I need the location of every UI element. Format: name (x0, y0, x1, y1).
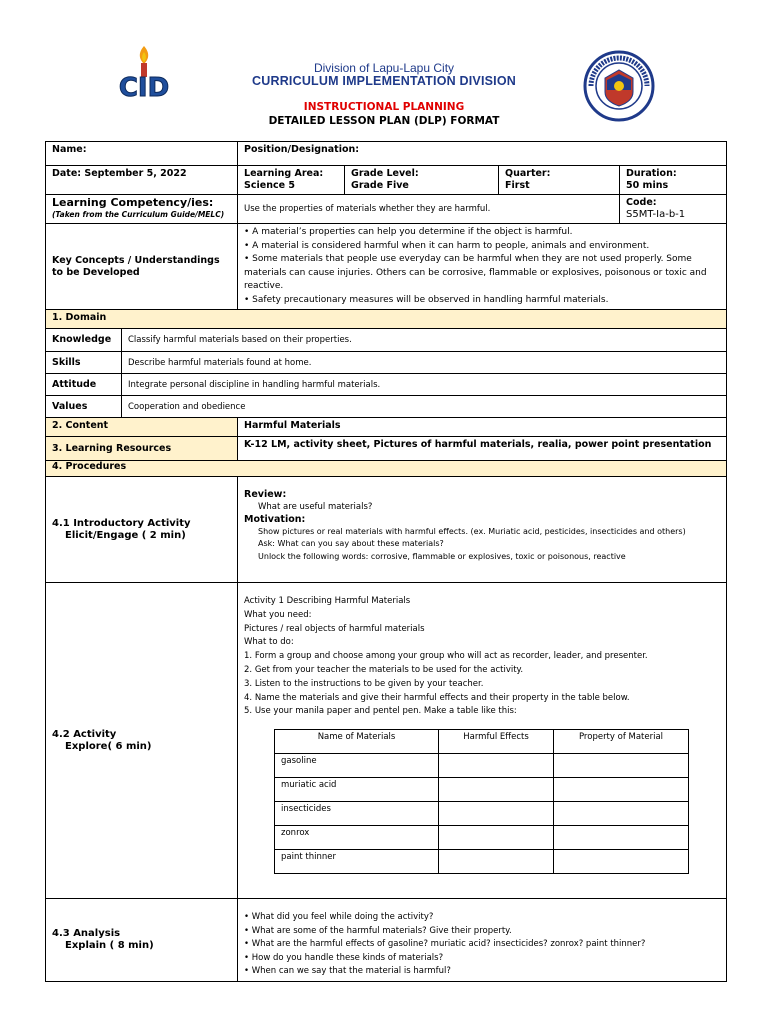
material-name: insecticides (275, 802, 439, 826)
competency-label-cell (46, 195, 238, 224)
code-cell (620, 195, 727, 224)
harmful-effects-cell[interactable] (439, 802, 554, 826)
property-cell[interactable] (554, 850, 689, 874)
key-concepts-row (46, 224, 727, 310)
harmful-effects-cell[interactable] (439, 850, 554, 874)
name-label: Name: (46, 142, 238, 166)
svg-text:CID: CID (118, 73, 170, 102)
cid-title: CURRICULUM IMPLEMENTATION DIVISION (252, 74, 516, 88)
table-row (275, 754, 689, 778)
explore-activity-row (46, 583, 727, 899)
analysis-question: • When can we say that the material is harmful? (244, 966, 451, 976)
material-name: paint thinner (275, 850, 439, 874)
date-row (46, 166, 727, 195)
dlp-format-title: DETAILED LESSON PLAN (DLP) FORMAT (268, 115, 500, 127)
material-name: zonrox (275, 826, 439, 850)
analysis-title: 4.3 Analysis (52, 928, 121, 939)
domain-header-row (46, 310, 727, 329)
materials-table (274, 729, 689, 874)
activity-content-cell (238, 583, 727, 899)
content-row (46, 418, 727, 437)
harmful-effects-cell[interactable] (439, 826, 554, 850)
domain-label: Attitude (46, 374, 122, 396)
review-question: What are useful materials? (258, 502, 373, 512)
lesson-plan-table (45, 141, 727, 982)
key-concept-item: • A material is considered harmful when it can harm to people, animals and environment. (244, 240, 650, 251)
activity-title: 4.2 Activity (52, 728, 117, 740)
quarter-cell (499, 166, 620, 195)
learning-area-cell (238, 166, 345, 195)
motivation-label: Motivation: (244, 513, 306, 525)
activity-line: What to do: (244, 637, 294, 648)
document-header (0, 0, 768, 140)
activity-line: 1. Form a group and choose among your group who will act as recorder, leader, and presenter. (244, 651, 648, 662)
duration-label: Duration: (626, 168, 677, 179)
competency-label: Learning Competency/ies: (52, 196, 214, 209)
code-value: S5MT-Ia-b-1 (626, 209, 686, 220)
resources-text: K-12 LM, activity sheet, Pictures of harmful materials, realia, power point presentation (238, 437, 727, 461)
key-concept-item: • A material’s properties can help you determine if the object is harmful. (244, 227, 573, 237)
resources-row (46, 437, 727, 461)
intro-activity-row (46, 477, 727, 583)
division-name: Division of Lapu-Lapu City (313, 61, 455, 75)
analysis-sub: Explain ( 8 min) (65, 940, 154, 951)
name-row (46, 142, 727, 166)
procedures-title: 4. Procedures (46, 461, 727, 477)
intro-content-cell (238, 477, 727, 583)
domain-row-skills (46, 352, 727, 374)
activity-line: Activity 1 Describing Harmful Materials (244, 596, 411, 606)
activity-label-cell (46, 583, 238, 899)
activity-sub: Explore( 6 min) (65, 740, 152, 752)
code-label: Code: (626, 197, 657, 208)
domain-text: Integrate personal discipline in handling harmful materials. (122, 374, 727, 396)
material-name: gasoline (275, 754, 439, 778)
domain-row-values (46, 396, 727, 418)
activity-line: 5. Use your manila paper and pentel pen. Make a table like this: (244, 706, 517, 717)
competency-row (46, 195, 727, 224)
quarter-label: Quarter: (505, 168, 551, 179)
grade-level-value: Grade Five (351, 180, 409, 191)
analysis-question: • What did you feel while doing the activity? (244, 912, 434, 922)
analysis-question: • What are some of the harmful materials? Give their property. (244, 925, 512, 936)
domain-row-attitude (46, 374, 727, 396)
material-name: muriatic acid (275, 778, 439, 802)
duration-cell (620, 166, 727, 195)
table-row (275, 778, 689, 802)
analysis-row (46, 899, 727, 982)
analysis-question: • What are the harmful effects of gasoline? muriatic acid? insecticides? zonrox? paint thinner? (244, 939, 646, 949)
position-label: Position/Designation: (238, 142, 727, 166)
content-text: Harmful Materials (238, 418, 727, 437)
table-row (275, 850, 689, 874)
activity-line: 3. Listen to the instructions to be given by your teacher. (244, 678, 484, 689)
motivation-line: Ask: What can you say about these materials? (258, 539, 444, 548)
domain-label: Values (46, 396, 122, 418)
competency-text: Use the properties of materials whether they are harmful. (238, 195, 620, 224)
analysis-content-cell (238, 899, 727, 982)
date-cell: Date: September 5, 2022 (46, 166, 238, 195)
intro-label-cell (46, 477, 238, 583)
activity-line: Pictures / real objects of harmful materials (244, 623, 425, 634)
materials-col-header: Name of Materials (275, 730, 439, 754)
grade-level-label: Grade Level: (351, 168, 419, 179)
analysis-label-cell (46, 899, 238, 982)
key-concepts-list (238, 224, 727, 310)
harmful-effects-cell[interactable] (439, 778, 554, 802)
domain-text: Describe harmful materials found at home. (122, 352, 727, 374)
competency-sub: (Taken from the Curriculum Guide/MELC) (52, 210, 225, 219)
intro-sub: Elicit/Engage ( 2 min) (65, 529, 186, 541)
domain-text: Classify harmful materials based on their properties. (122, 329, 727, 352)
content-title: 2. Content (46, 418, 238, 437)
duration-value: 50 mins (626, 180, 669, 191)
property-cell[interactable] (554, 754, 689, 778)
resources-title: 3. Learning Resources (46, 437, 238, 461)
domain-text: Cooperation and obedience (122, 396, 727, 418)
materials-col-header: Property of Material (554, 730, 689, 754)
learning-area-label: Learning Area: (244, 168, 324, 179)
analysis-question: • How do you handle these kinds of materials? (244, 952, 444, 963)
activity-line: What you need: (244, 609, 312, 620)
learning-area-value: Science 5 (244, 180, 295, 191)
key-concept-item: • Safety precautionary measures will be observed in handling harmful materials. (244, 294, 609, 305)
motivation-line: Show pictures or real materials with harmful effects. (ex. Muriatic acid, pesticides, insecticides and others) (258, 526, 686, 536)
motivation-line: Unlock the following words: corrosive, flammable or explosives, toxic or poisonous, reactive (258, 551, 626, 561)
property-cell[interactable] (554, 778, 689, 802)
key-concept-item: • Some materials that people use everyday can be harmful when they are not used properly. Some materials can cause injuries. Others can be corrosive, flammable or explosives, poisonous or toxic and reactive. (244, 254, 707, 291)
review-label: Review: (244, 489, 287, 500)
grade-level-cell (345, 166, 499, 195)
materials-table-header (275, 730, 689, 754)
intro-title: 4.1 Introductory Activity (52, 517, 191, 529)
procedures-header-row (46, 461, 727, 477)
harmful-effects-cell[interactable] (439, 754, 554, 778)
table-row (275, 826, 689, 850)
domain-label: Knowledge (46, 329, 122, 352)
materials-col-header: Harmful Effects (439, 730, 554, 754)
planning-title: INSTRUCTIONAL PLANNING (303, 101, 465, 113)
activity-line: 2. Get from your teacher the materials to be used for the activity. (244, 664, 524, 675)
property-cell[interactable] (554, 826, 689, 850)
key-concepts-label: Key Concepts / Understandings to be Developed (46, 224, 238, 310)
activity-line: 4. Name the materials and give their harmful effects and their property in the table below. (244, 692, 630, 703)
table-row (275, 802, 689, 826)
domain-label: Skills (46, 352, 122, 374)
quarter-value: First (505, 180, 530, 191)
domain-row-knowledge (46, 329, 727, 352)
domain-title: 1. Domain (46, 310, 727, 329)
property-cell[interactable] (554, 802, 689, 826)
